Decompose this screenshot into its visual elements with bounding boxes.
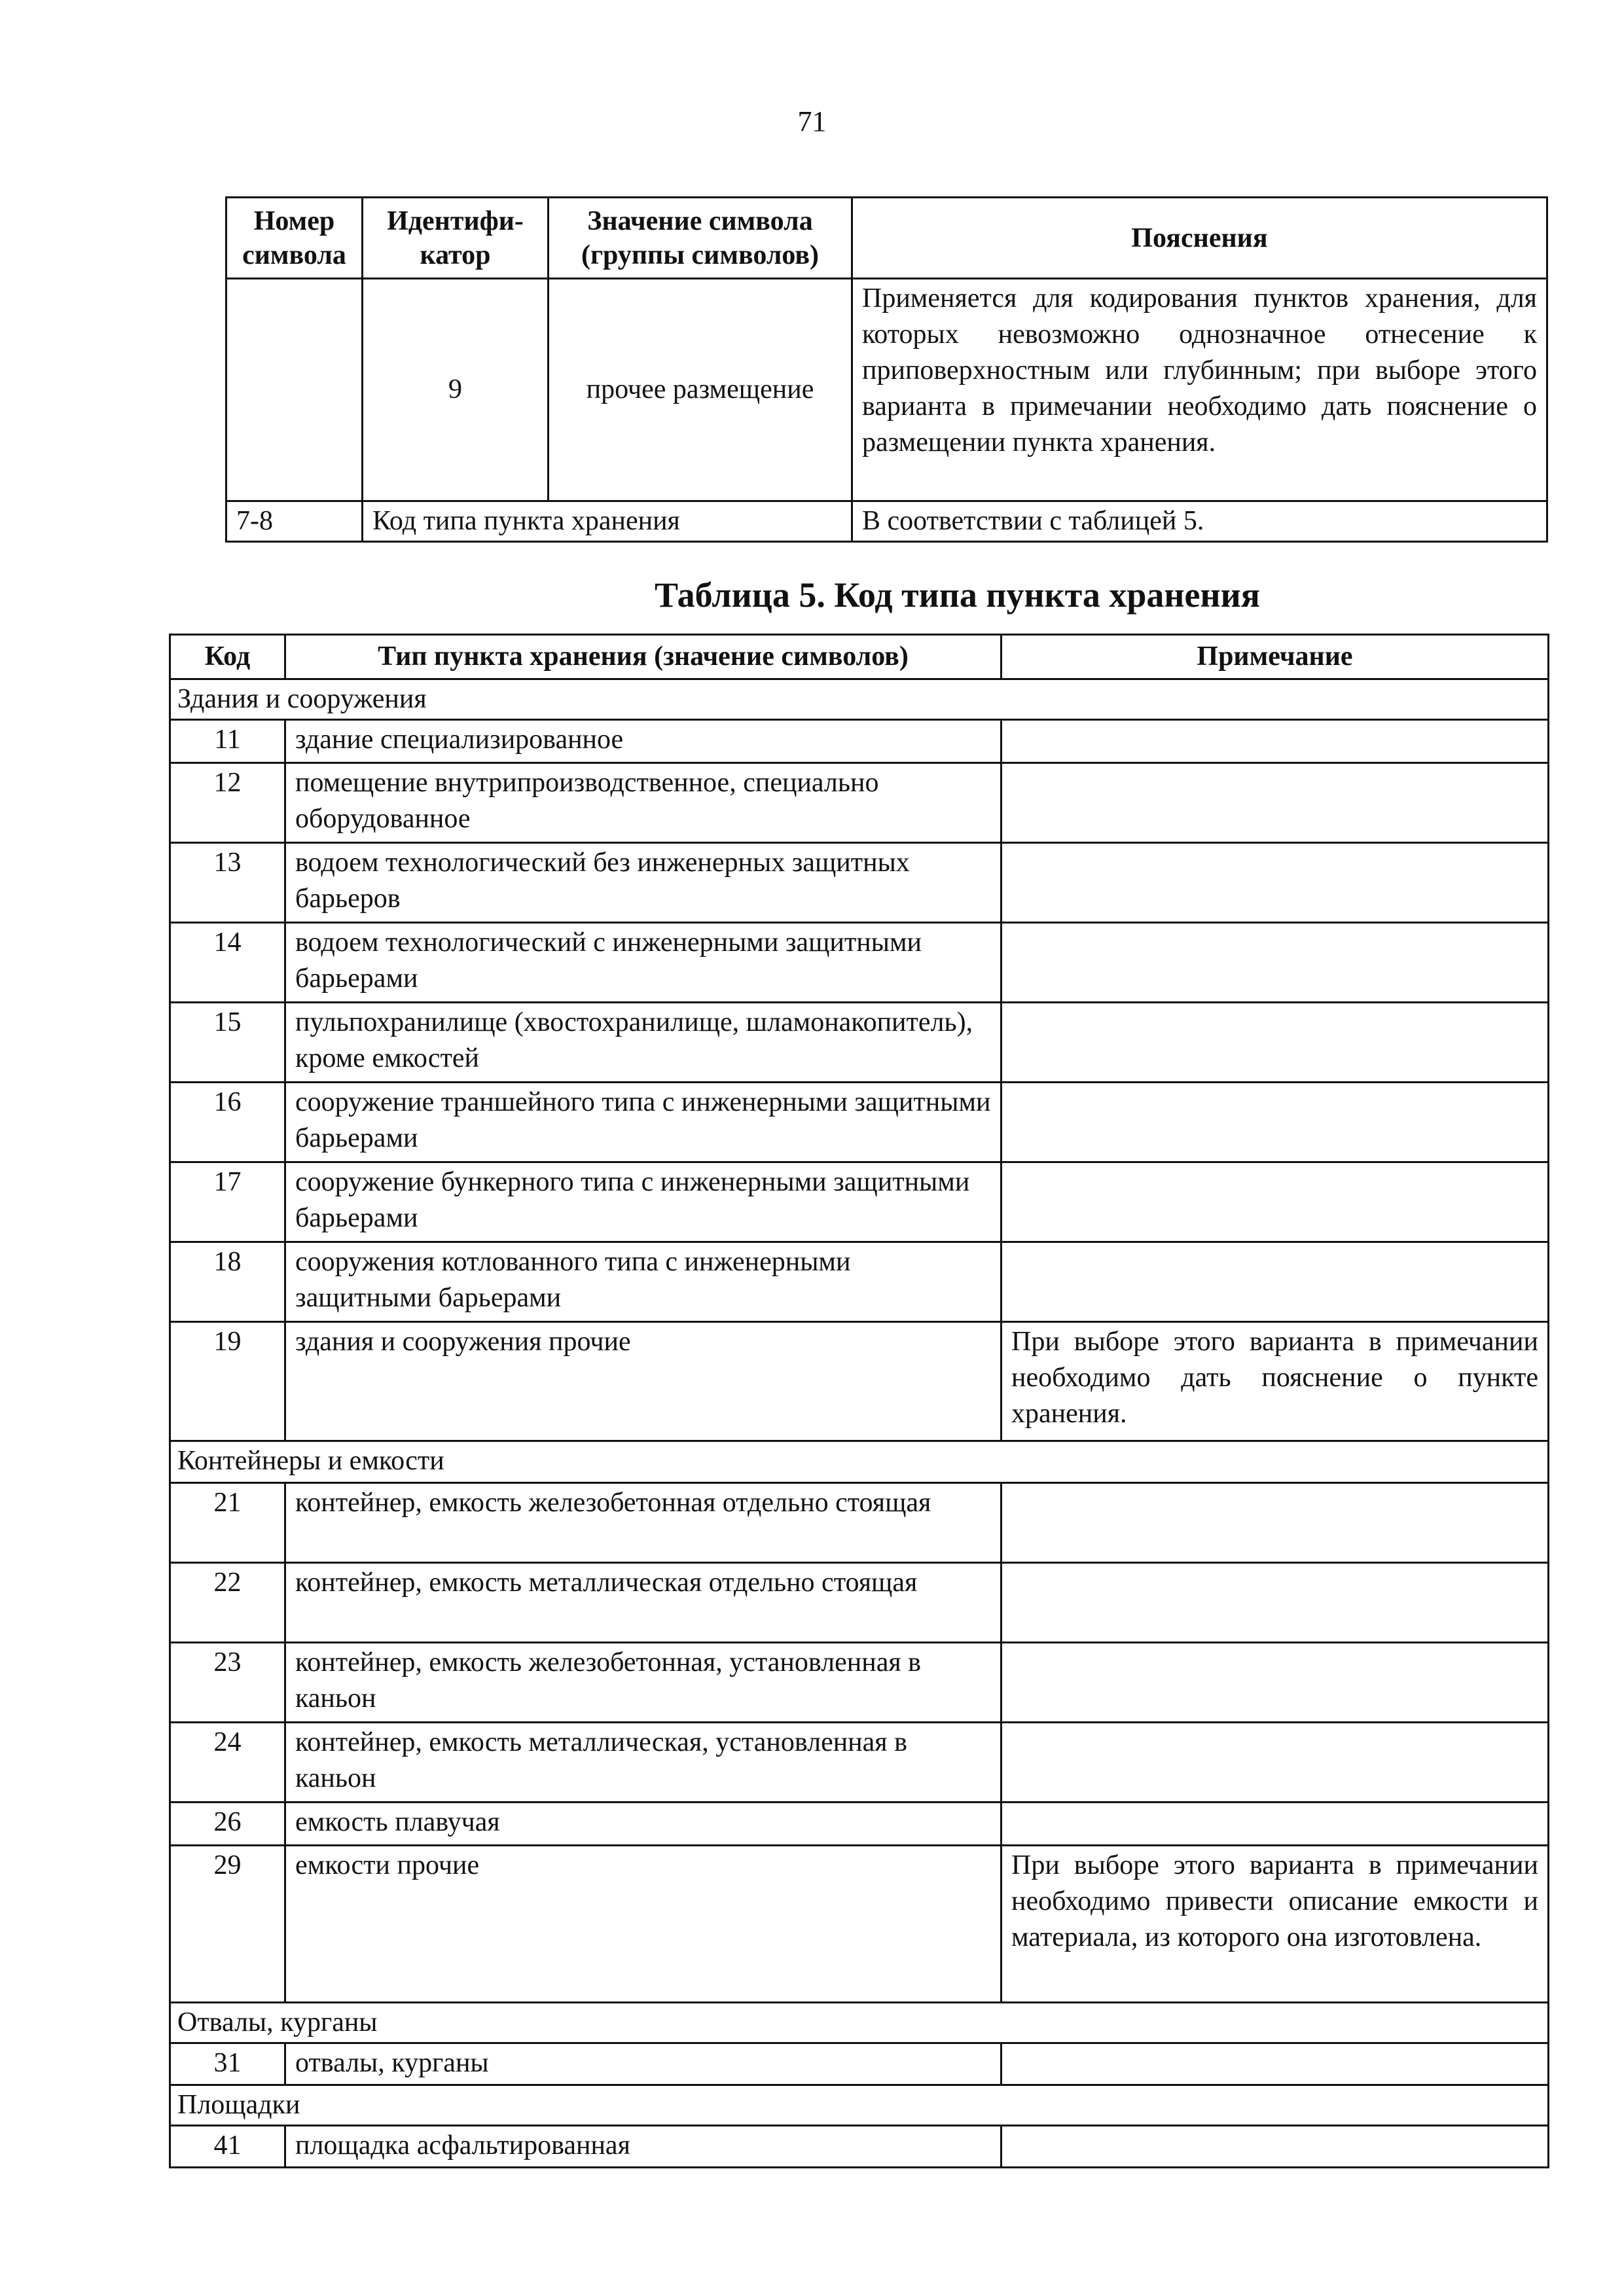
note-cell [1001, 763, 1549, 843]
code-cell: 41 [170, 2126, 285, 2168]
note-cell [1001, 1563, 1549, 1643]
header-identifier: Идентифи-катор [363, 198, 549, 279]
storage-type-table [169, 634, 1549, 2168]
note-cell [1001, 2126, 1549, 2168]
header-type: Тип пункта хранения (значение символов) [285, 635, 1001, 679]
cell-number [226, 279, 363, 501]
type-cell: площадка асфальтированная [285, 2126, 1001, 2168]
note-cell [1001, 1003, 1549, 1083]
group-header: Отвалы, курганы [170, 2003, 1549, 2043]
code-cell: 26 [170, 1803, 285, 1846]
type-cell: емкости прочие [285, 1846, 1001, 2003]
type-cell: водоем технологический без инженерных защитных барьеров [285, 843, 1001, 923]
note-cell: При выборе этого варианта в примечании необходимо дать пояснение о пункте хранения. [1001, 1322, 1549, 1441]
note-cell [1001, 1803, 1549, 1846]
note-cell [1001, 1723, 1549, 1803]
note-cell: При выборе этого варианта в примечании необходимо привести описание емкости и материала, из которого она изготовлена. [1001, 1846, 1549, 2003]
code-cell: 31 [170, 2043, 285, 2085]
type-cell: контейнер, емкость металлическая, установленная в каньон [285, 1723, 1001, 1803]
type-cell: сооружения котлованного типа с инженерными защитными барьерами [285, 1242, 1001, 1322]
code-cell: 24 [170, 1723, 285, 1803]
code-cell: 18 [170, 1242, 285, 1322]
header-code: Код [170, 635, 285, 679]
code-cell: 15 [170, 1003, 285, 1083]
cell-value: прочее размещение [549, 279, 852, 501]
type-cell: контейнер, емкость металлическая отдельно стоящая [285, 1563, 1001, 1643]
type-cell: здание специализированное [285, 720, 1001, 763]
note-cell [1001, 1162, 1549, 1242]
note-cell [1001, 1483, 1549, 1563]
code-cell: 17 [170, 1162, 285, 1242]
type-cell: отвалы, курганы [285, 2043, 1001, 2085]
continuation-table [225, 196, 1548, 543]
type-cell: здания и сооружения прочие [285, 1322, 1001, 1441]
type-cell: сооружение бункерного типа с инженерными защитными барьерами [285, 1162, 1001, 1242]
code-cell: 16 [170, 1083, 285, 1162]
cell-explanation: Применяется для кодирования пунктов хранения, для которых невозможно однозначное отнесение к приповерхностным или глубинным; при выборе этого варианта в примечании необходимо дать пояснение о размещении пункта хранения. [852, 279, 1547, 501]
group-header: Здания и сооружения [170, 679, 1549, 720]
code-cell: 19 [170, 1322, 285, 1441]
header-note: Примечание [1001, 635, 1549, 679]
code-cell: 12 [170, 763, 285, 843]
cell-explanation: В соответствии с таблицей 5. [852, 501, 1547, 542]
type-cell: контейнер, емкость железобетонная отдельно стоящая [285, 1483, 1001, 1563]
type-cell: помещение внутрипроизводственное, специально оборудованное [285, 763, 1001, 843]
note-cell [1001, 1643, 1549, 1723]
code-cell: 22 [170, 1563, 285, 1643]
type-cell: сооружение траншейного типа с инженерными защитными барьерами [285, 1083, 1001, 1162]
note-cell [1001, 843, 1549, 923]
cell-number: 7-8 [226, 501, 363, 542]
note-cell [1001, 2043, 1549, 2085]
note-cell [1001, 1083, 1549, 1162]
type-cell: контейнер, емкость железобетонная, установленная в каньон [285, 1643, 1001, 1723]
code-cell: 13 [170, 843, 285, 923]
note-cell [1001, 720, 1549, 763]
cell-value: Код типа пункта хранения [363, 501, 852, 542]
type-cell: пульпохранилище (хвостохранилище, шламонакопитель), кроме емкостей [285, 1003, 1001, 1083]
type-cell: водоем технологический с инженерными защитными барьерами [285, 923, 1001, 1003]
note-cell [1001, 923, 1549, 1003]
code-cell: 14 [170, 923, 285, 1003]
type-cell: емкость плавучая [285, 1803, 1001, 1846]
table-title: Таблица 5. Код типа пункта хранения [655, 575, 1260, 615]
page-number: 71 [797, 105, 827, 137]
group-header: Площадки [170, 2085, 1549, 2126]
note-cell [1001, 1242, 1549, 1322]
header-explanation: Пояснения [852, 198, 1547, 279]
code-cell: 23 [170, 1643, 285, 1723]
header-symbol-number: Номер символа [226, 198, 363, 279]
cell-identifier: 9 [363, 279, 549, 501]
header-symbol-value: Значение символа (группы символов) [549, 198, 852, 279]
code-cell: 21 [170, 1483, 285, 1563]
code-cell: 11 [170, 720, 285, 763]
code-cell: 29 [170, 1846, 285, 2003]
group-header: Контейнеры и емкости [170, 1441, 1549, 1483]
